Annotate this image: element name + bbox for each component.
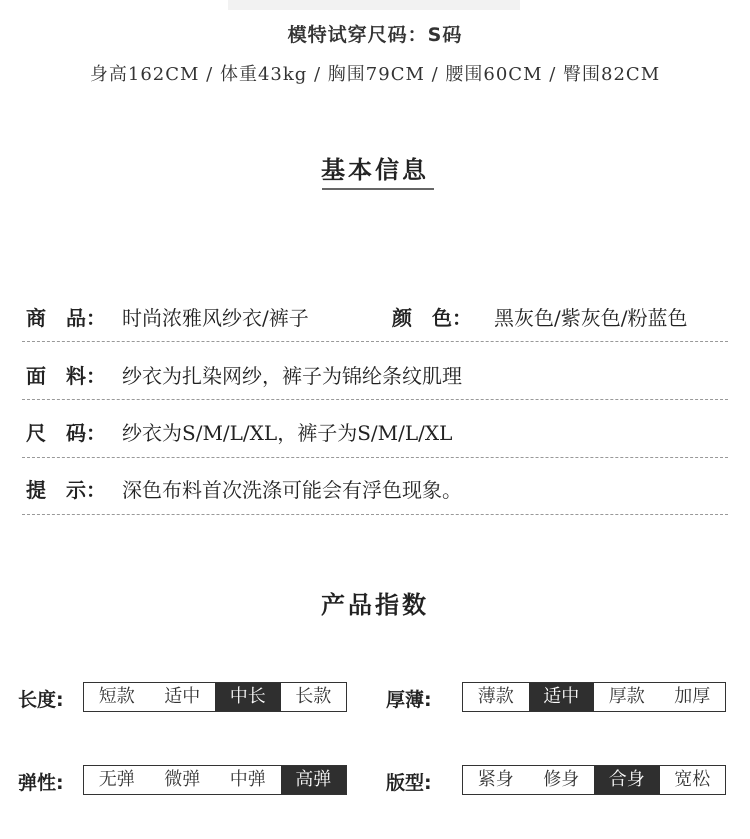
scale-option: 中弹 [229, 769, 266, 790]
divider [22, 514, 728, 515]
info-value: 时尚浓雅风纱衣/裤子 [122, 306, 309, 330]
info-label: 尺 码： [26, 421, 106, 445]
product-index-heading: 产品指数 [321, 591, 429, 619]
basic-info-heading: 基本信息 [321, 156, 429, 184]
scale-option: 中长 [215, 683, 281, 711]
model-size-title: 模特试穿尺码：S码 [287, 24, 463, 46]
divider [22, 457, 728, 458]
info-label-color: 颜 色： [392, 306, 472, 330]
scale-option: 紧身 [477, 769, 514, 790]
scale-label-length: 长度: [18, 689, 64, 711]
info-row-fabric [22, 356, 728, 396]
scale-option: 微弹 [164, 769, 201, 790]
scale-option: 长款 [295, 686, 332, 707]
info-label: 面 料： [26, 364, 106, 388]
fit-scale [462, 765, 726, 795]
info-label: 提 示： [26, 478, 106, 502]
scale-option: 加厚 [674, 686, 711, 707]
scale-option: 合身 [594, 766, 660, 794]
scale-option: 厚款 [608, 686, 645, 707]
elasticity-scale [83, 765, 347, 795]
divider [22, 341, 728, 342]
scale-option: 薄款 [477, 686, 514, 707]
model-measurements: 身高162CM / 体重43kg / 胸围79CM / 腰围60CM / 臀围82CM [89, 64, 661, 85]
scale-label-fit: 版型: [386, 772, 432, 794]
scale-label-thickness: 厚薄: [386, 689, 432, 711]
scale-option: 宽松 [674, 769, 711, 790]
info-value-color: 黑灰色/紫灰色/粉蓝色 [494, 306, 688, 330]
scale-label-elasticity: 弹性: [18, 772, 64, 794]
scale-option: 短款 [98, 686, 135, 707]
scale-option: 适中 [529, 683, 595, 711]
scale-option: 高弹 [281, 766, 347, 794]
info-value: 纱衣为扎染网纱，裤子为锦纶条纹肌理 [122, 364, 462, 388]
thickness-scale [462, 682, 726, 712]
scale-option: 修身 [543, 769, 580, 790]
top-strip [228, 0, 520, 10]
scale-option: 适中 [164, 686, 201, 707]
info-row-size [22, 413, 728, 453]
length-scale [83, 682, 347, 712]
info-label: 商 品： [26, 306, 106, 330]
info-value: 纱衣为S/M/L/XL，裤子为S/M/L/XL [122, 421, 453, 445]
heading-underline [322, 188, 434, 190]
divider [22, 399, 728, 400]
scale-option: 无弹 [98, 769, 135, 790]
info-value: 深色布料首次洗涤可能会有浮色现象。 [122, 478, 462, 502]
info-row-product [22, 298, 728, 338]
info-row-tip [22, 470, 728, 510]
